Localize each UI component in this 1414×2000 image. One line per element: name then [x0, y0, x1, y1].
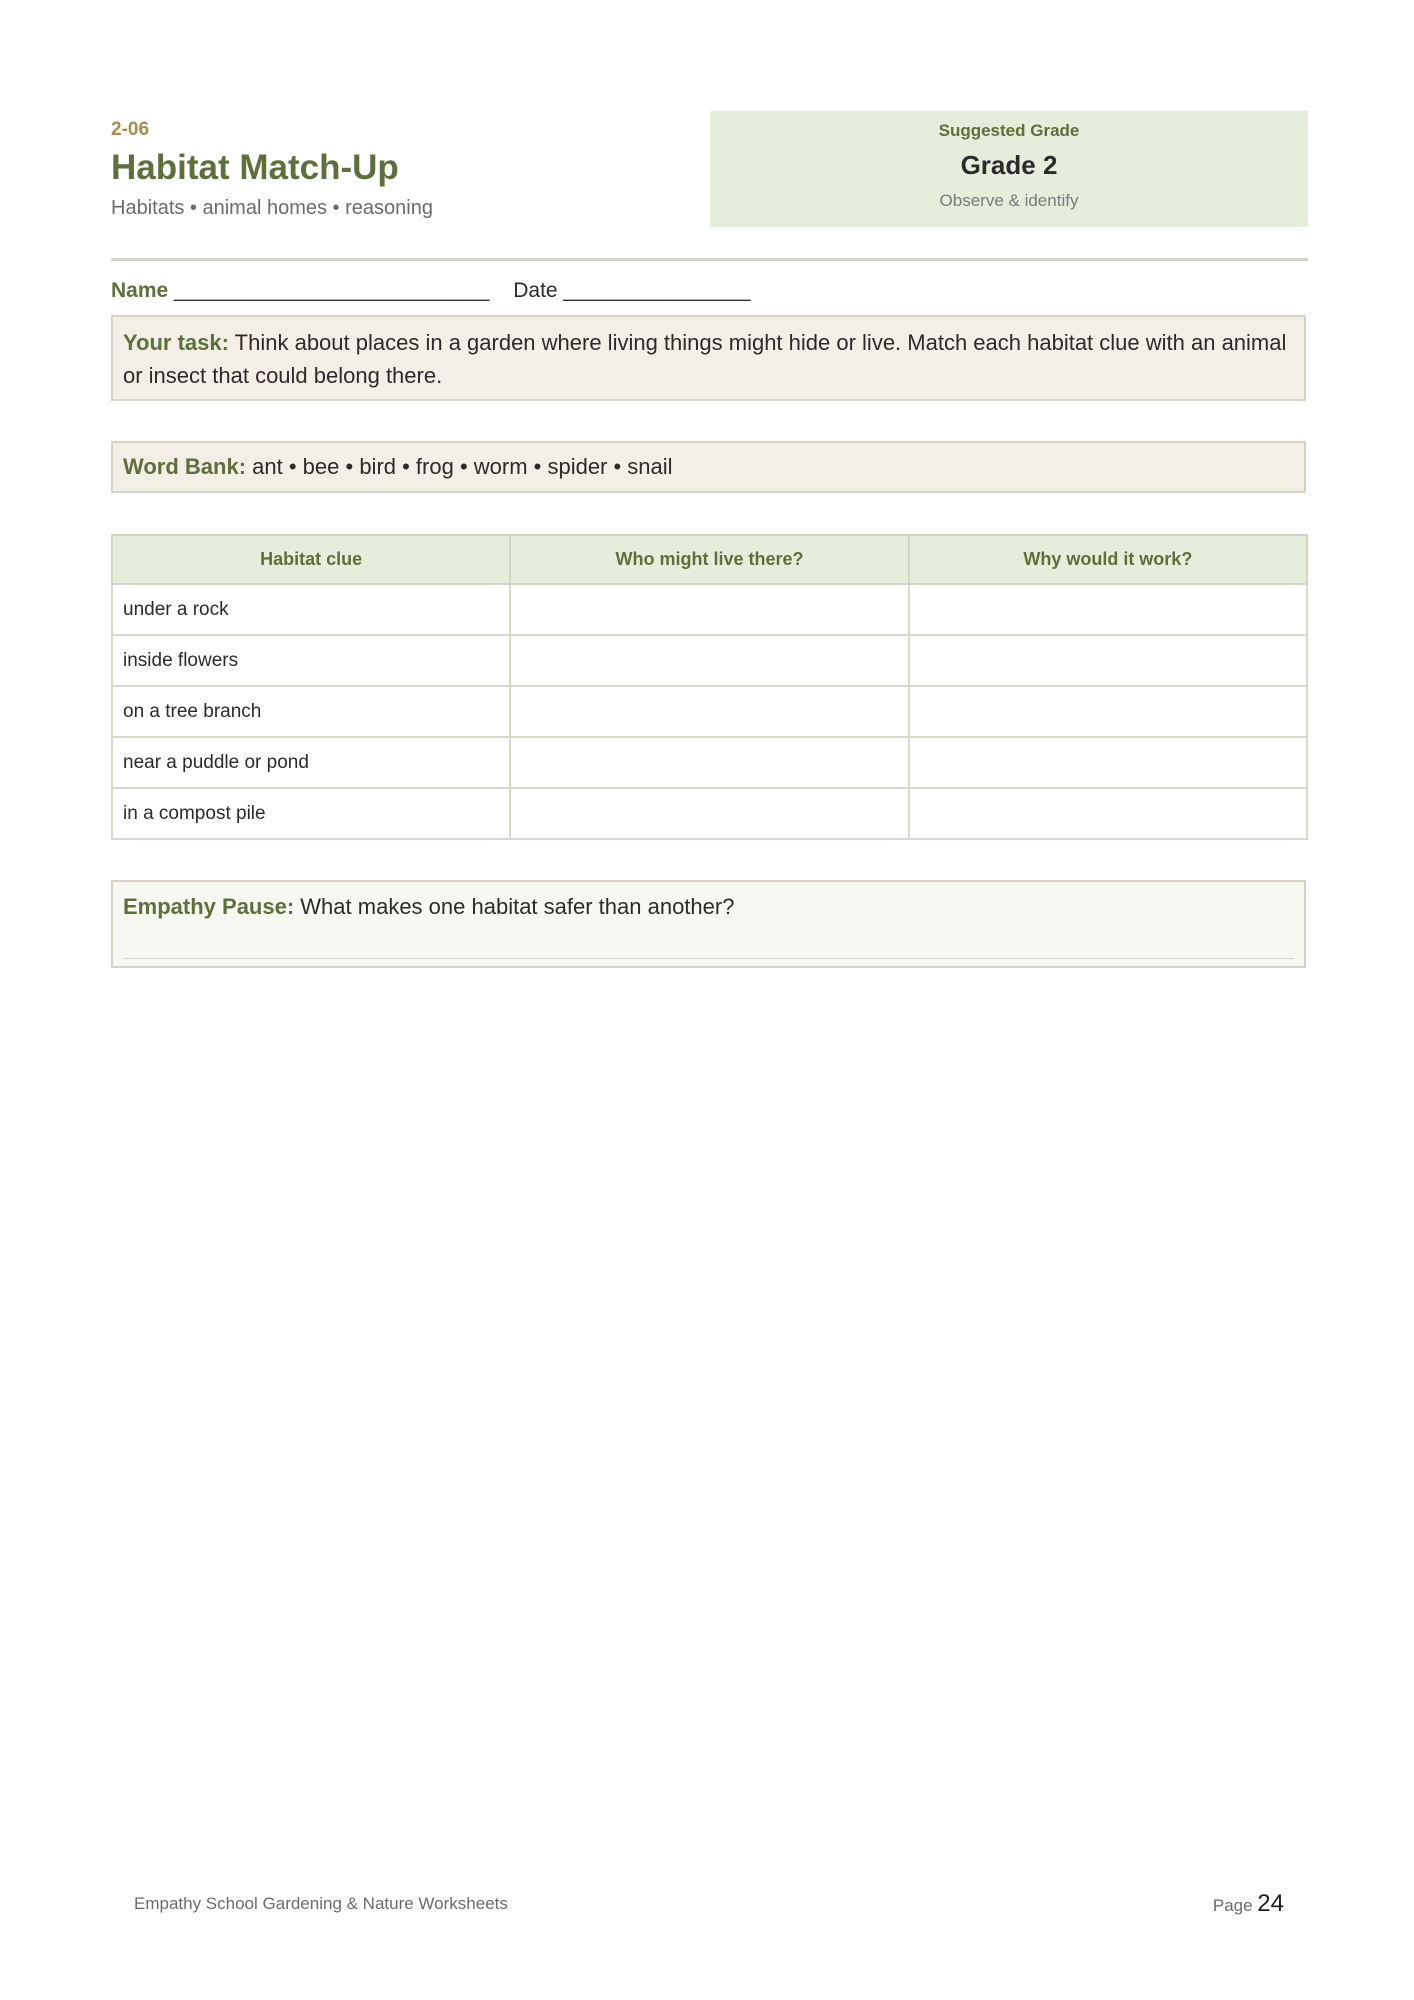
why-answer-cell[interactable]	[909, 635, 1307, 686]
empathy-pause-box	[111, 880, 1306, 968]
header	[111, 116, 691, 222]
page-label: Page	[1212, 1896, 1253, 1915]
who-answer-cell[interactable]	[510, 788, 908, 839]
habitat-clue-cell: inside flowers	[112, 635, 510, 686]
who-answer-cell[interactable]	[510, 737, 908, 788]
column-header: Why would it work?	[909, 535, 1307, 584]
table-row	[112, 686, 1307, 737]
task-label: Your task:	[123, 330, 229, 355]
why-answer-cell[interactable]	[909, 788, 1307, 839]
who-answer-cell[interactable]	[510, 686, 908, 737]
date-field[interactable]: ________________	[563, 279, 751, 302]
date-label: Date	[513, 279, 558, 302]
header-divider	[111, 258, 1308, 261]
table-row	[112, 788, 1307, 839]
why-answer-cell[interactable]	[909, 584, 1307, 635]
page-number: 24	[1257, 1890, 1284, 1917]
word-bank-text: ant • bee • bird • frog • worm • spider • snail	[252, 454, 673, 479]
task-text: Think about places in a garden where living things might hide or live. Match each habitat clue with an animal or insect that could belong there.	[123, 330, 1287, 388]
name-label: Name	[111, 279, 169, 302]
empathy-question: What makes one habitat safer than another?	[300, 894, 735, 919]
habitat-clue-cell: under a rock	[112, 584, 510, 635]
who-answer-cell[interactable]	[510, 584, 908, 635]
habitat-clue-cell: near a puddle or pond	[112, 737, 510, 788]
name-field[interactable]: ___________________________	[174, 279, 490, 302]
page-number-block	[1213, 1890, 1284, 1918]
table-row	[112, 737, 1307, 788]
habitat-clue-cell: in a compost pile	[112, 788, 510, 839]
grade-box	[710, 111, 1308, 227]
name-date-row	[111, 275, 750, 307]
worksheet-code: 2-06	[111, 119, 150, 140]
task-box	[111, 315, 1306, 401]
empathy-label: Empathy Pause:	[123, 894, 295, 919]
table-row	[112, 584, 1307, 635]
habitat-clue-cell: on a tree branch	[112, 686, 510, 737]
word-bank-label: Word Bank:	[123, 454, 247, 479]
table-row	[112, 635, 1307, 686]
empathy-answer-line[interactable]	[123, 958, 1294, 959]
grade-value: Grade 2	[960, 150, 1058, 180]
page-subtitle: Habitats • animal homes • reasoning	[111, 197, 433, 219]
table-header-row	[112, 535, 1307, 584]
word-bank	[111, 441, 1306, 493]
column-header: Habitat clue	[112, 535, 510, 584]
footer-series-title: Empathy School Gardening & Nature Worksheets	[134, 1894, 508, 1913]
page-title: Habitat Match-Up	[111, 148, 399, 187]
grade-label: Suggested Grade	[938, 121, 1080, 140]
habitat-table	[111, 534, 1308, 840]
why-answer-cell[interactable]	[909, 737, 1307, 788]
grade-note: Observe & identify	[939, 191, 1079, 210]
who-answer-cell[interactable]	[510, 635, 908, 686]
why-answer-cell[interactable]	[909, 686, 1307, 737]
column-header: Who might live there?	[510, 535, 908, 584]
